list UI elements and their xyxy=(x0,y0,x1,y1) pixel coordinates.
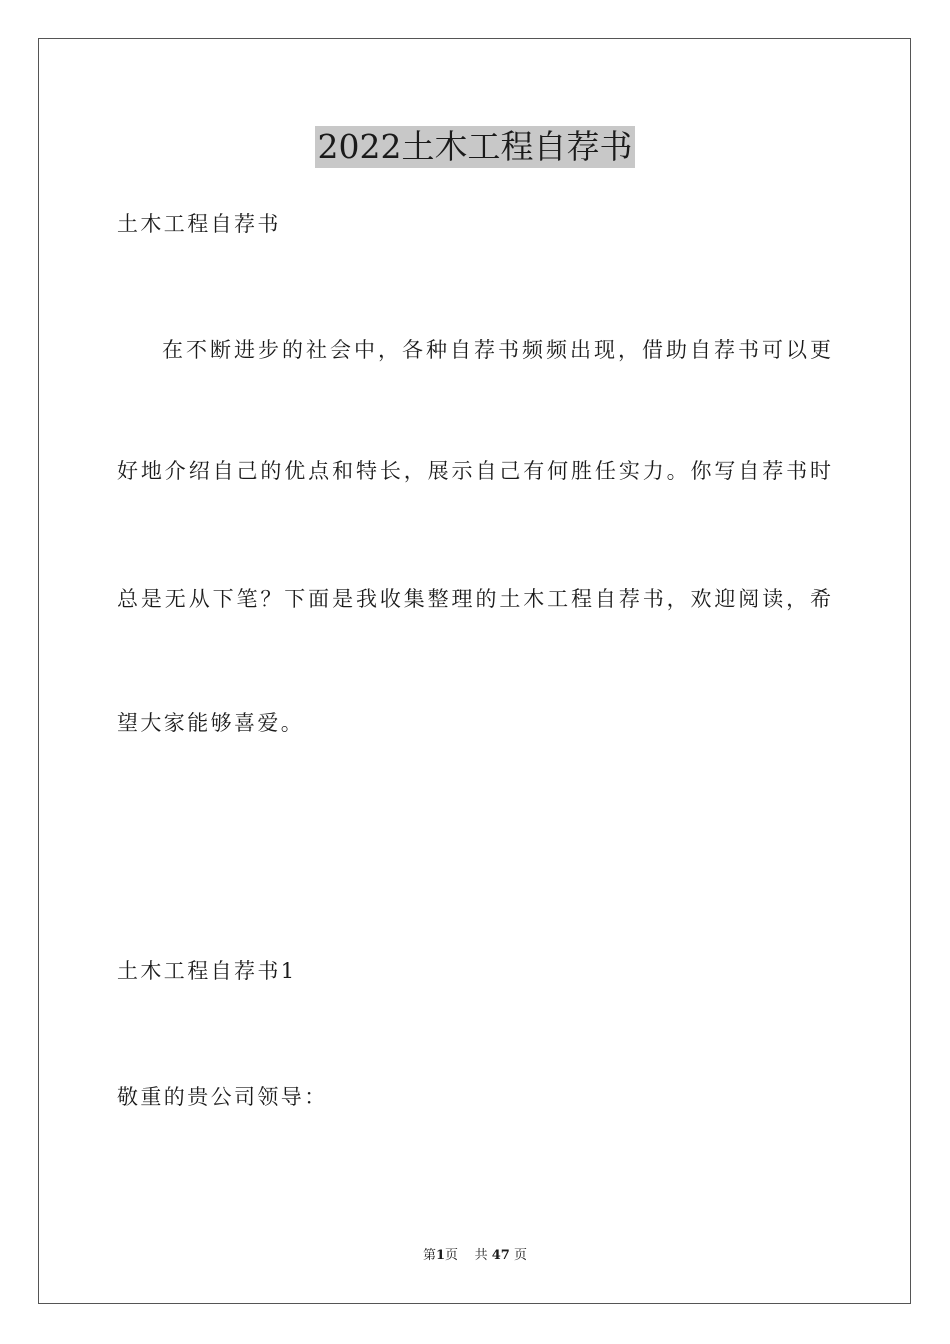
section-heading: 土木工程自荐书1 xyxy=(117,959,297,983)
salutation: 敬重的贵公司领导： xyxy=(117,1085,328,1109)
title-container xyxy=(0,126,950,168)
total-suffix: 页 xyxy=(513,1248,527,1263)
intro-line-1: 在不断进步的社会中，各种自荐书频频出现，借助自荐书可以更 xyxy=(162,338,831,362)
document-title: 2022土木工程自荐书 xyxy=(315,126,636,168)
intro-line-3: 总是无从下笔？下面是我收集整理的土木工程自荐书，欢迎阅读，希 xyxy=(117,587,831,611)
page-suffix: 页 xyxy=(445,1248,459,1263)
document-subtitle: 土木工程自荐书 xyxy=(117,212,281,236)
total-prefix: 共 xyxy=(474,1248,488,1263)
total-pages: 47 xyxy=(491,1248,510,1263)
page-footer xyxy=(0,1247,950,1265)
intro-line-4: 望大家能够喜爱。 xyxy=(117,711,305,735)
intro-line-2: 好地介绍自己的优点和特长，展示自己有何胜任实力。你写自荐书时 xyxy=(117,459,831,483)
page-number: 1 xyxy=(436,1248,446,1263)
page-prefix: 第 xyxy=(422,1248,436,1263)
